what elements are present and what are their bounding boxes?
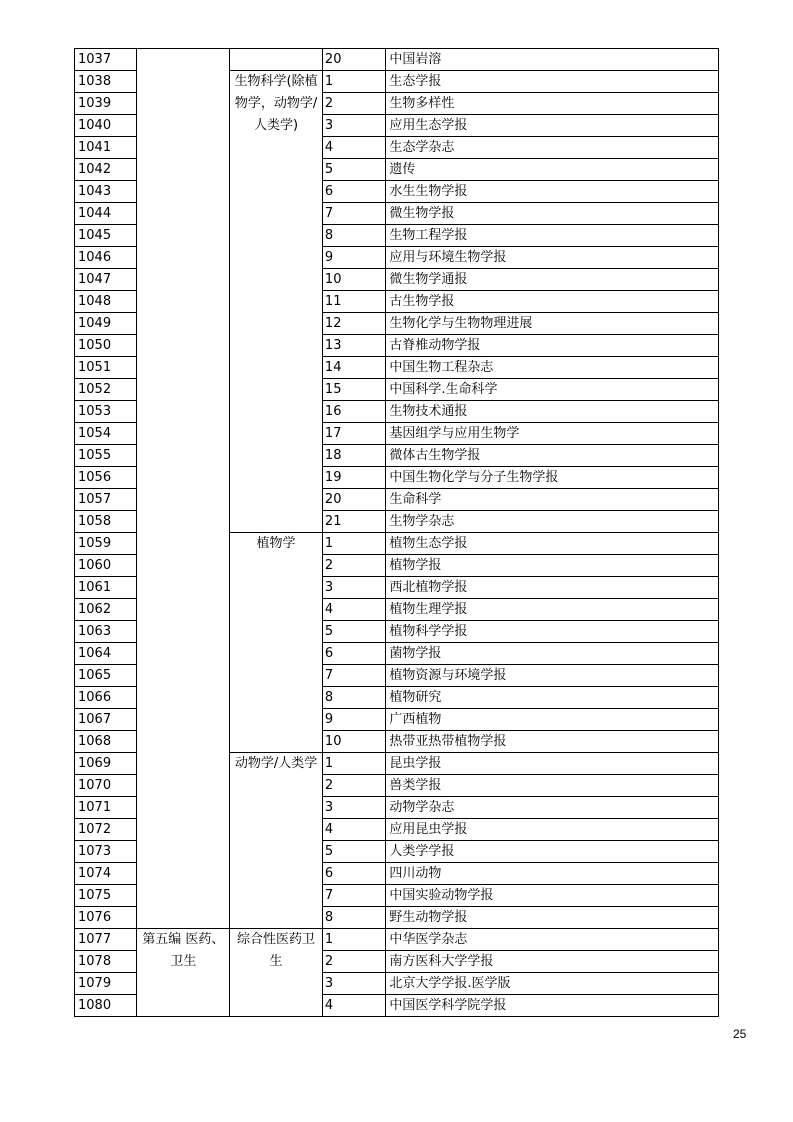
rank-cell: 17	[322, 423, 385, 445]
journal-name-cell: 遗传	[386, 159, 719, 181]
journal-name-cell: 植物资源与环境学报	[386, 665, 719, 687]
journal-id-cell: 1078	[75, 951, 137, 973]
rank-cell: 9	[322, 709, 385, 731]
journal-name-cell: 中国生物工程杂志	[386, 357, 719, 379]
rank-cell: 10	[322, 731, 385, 753]
journal-id-cell: 1041	[75, 137, 137, 159]
rank-cell: 14	[322, 357, 385, 379]
journal-name-cell: 广西植物	[386, 709, 719, 731]
journal-name-cell: 中国生物化学与分子生物学报	[386, 467, 719, 489]
journal-id-cell: 1055	[75, 445, 137, 467]
journal-id-cell: 1071	[75, 797, 137, 819]
journal-id-cell: 1079	[75, 973, 137, 995]
journal-name-cell: 生物学杂志	[386, 511, 719, 533]
table-row	[75, 929, 719, 951]
table-row	[75, 49, 719, 71]
journal-name-cell: 应用与环境生物学报	[386, 247, 719, 269]
journal-name-cell: 中国岩溶	[386, 49, 719, 71]
journal-id-cell: 1063	[75, 621, 137, 643]
journal-name-cell: 植物生态学报	[386, 533, 719, 555]
journal-name-cell: 四川动物	[386, 863, 719, 885]
journal-table	[74, 48, 719, 1017]
journal-id-cell: 1057	[75, 489, 137, 511]
journal-table-body	[75, 49, 719, 1017]
rank-cell: 6	[322, 181, 385, 203]
rank-cell: 2	[322, 951, 385, 973]
journal-name-cell: 南方医科大学学报	[386, 951, 719, 973]
journal-id-cell: 1042	[75, 159, 137, 181]
rank-cell: 19	[322, 467, 385, 489]
journal-id-cell: 1072	[75, 819, 137, 841]
journal-id-cell: 1065	[75, 665, 137, 687]
journal-name-cell: 水生生物学报	[386, 181, 719, 203]
journal-id-cell: 1059	[75, 533, 137, 555]
page-number: 25	[733, 1027, 747, 1041]
rank-cell: 15	[322, 379, 385, 401]
rank-cell: 5	[322, 621, 385, 643]
rank-cell: 5	[322, 841, 385, 863]
journal-id-cell: 1037	[75, 49, 137, 71]
journal-name-cell: 生物技术通报	[386, 401, 719, 423]
journal-id-cell: 1050	[75, 335, 137, 357]
journal-name-cell: 植物学报	[386, 555, 719, 577]
journal-name-cell: 应用生态学报	[386, 115, 719, 137]
journal-name-cell: 西北植物学报	[386, 577, 719, 599]
rank-cell: 4	[322, 995, 385, 1017]
rank-cell: 3	[322, 115, 385, 137]
journal-name-cell: 生物化学与生物物理进展	[386, 313, 719, 335]
journal-id-cell: 1044	[75, 203, 137, 225]
journal-name-cell: 植物生理学报	[386, 599, 719, 621]
journal-id-cell: 1046	[75, 247, 137, 269]
journal-id-cell: 1054	[75, 423, 137, 445]
rank-cell: 1	[322, 533, 385, 555]
rank-cell: 7	[322, 665, 385, 687]
rank-cell: 8	[322, 225, 385, 247]
journal-name-cell: 野生动物学报	[386, 907, 719, 929]
rank-cell: 18	[322, 445, 385, 467]
journal-id-cell: 1048	[75, 291, 137, 313]
journal-id-cell: 1052	[75, 379, 137, 401]
rank-cell: 21	[322, 511, 385, 533]
journal-name-cell: 中华医学杂志	[386, 929, 719, 951]
section-cell: 第五编 医药、卫生	[137, 929, 230, 1017]
subject-cell: 综合性医药卫生	[230, 929, 323, 1017]
rank-cell: 20	[322, 489, 385, 511]
rank-cell: 1	[322, 753, 385, 775]
journal-id-cell: 1062	[75, 599, 137, 621]
rank-cell: 4	[322, 819, 385, 841]
journal-id-cell: 1047	[75, 269, 137, 291]
journal-id-cell: 1058	[75, 511, 137, 533]
subject-cell	[230, 49, 323, 71]
section-cell	[137, 49, 230, 929]
journal-id-cell: 1056	[75, 467, 137, 489]
journal-id-cell: 1039	[75, 93, 137, 115]
rank-cell: 1	[322, 71, 385, 93]
journal-id-cell: 1061	[75, 577, 137, 599]
journal-name-cell: 热带亚热带植物学报	[386, 731, 719, 753]
journal-name-cell: 动物学杂志	[386, 797, 719, 819]
journal-id-cell: 1040	[75, 115, 137, 137]
journal-id-cell: 1060	[75, 555, 137, 577]
journal-id-cell: 1074	[75, 863, 137, 885]
rank-cell: 16	[322, 401, 385, 423]
journal-id-cell: 1049	[75, 313, 137, 335]
journal-name-cell: 北京大学学报.医学版	[386, 973, 719, 995]
rank-cell: 3	[322, 973, 385, 995]
journal-id-cell: 1068	[75, 731, 137, 753]
rank-cell: 3	[322, 577, 385, 599]
journal-id-cell: 1038	[75, 71, 137, 93]
journal-name-cell: 昆虫学报	[386, 753, 719, 775]
rank-cell: 2	[322, 93, 385, 115]
journal-name-cell: 微体古生物学报	[386, 445, 719, 467]
journal-id-cell: 1073	[75, 841, 137, 863]
rank-cell: 1	[322, 929, 385, 951]
journal-id-cell: 1051	[75, 357, 137, 379]
journal-id-cell: 1053	[75, 401, 137, 423]
journal-name-cell: 古生物学报	[386, 291, 719, 313]
rank-cell: 2	[322, 775, 385, 797]
journal-name-cell: 人类学学报	[386, 841, 719, 863]
subject-cell: 生物科学(除植物学，动物学/人类学)	[230, 71, 323, 533]
journal-name-cell: 生物多样性	[386, 93, 719, 115]
rank-cell: 13	[322, 335, 385, 357]
rank-cell: 6	[322, 643, 385, 665]
journal-name-cell: 生物工程学报	[386, 225, 719, 247]
journal-id-cell: 1077	[75, 929, 137, 951]
subject-cell: 动物学/人类学	[230, 753, 323, 929]
journal-name-cell: 菌物学报	[386, 643, 719, 665]
rank-cell: 5	[322, 159, 385, 181]
journal-name-cell: 基因组学与应用生物学	[386, 423, 719, 445]
journal-id-cell: 1069	[75, 753, 137, 775]
journal-name-cell: 中国医学科学院学报	[386, 995, 719, 1017]
journal-name-cell: 中国实验动物学报	[386, 885, 719, 907]
rank-cell: 20	[322, 49, 385, 71]
journal-name-cell: 生态学杂志	[386, 137, 719, 159]
journal-name-cell: 生态学报	[386, 71, 719, 93]
rank-cell: 2	[322, 555, 385, 577]
journal-name-cell: 古脊椎动物学报	[386, 335, 719, 357]
journal-id-cell: 1064	[75, 643, 137, 665]
rank-cell: 7	[322, 203, 385, 225]
journal-name-cell: 微生物学通报	[386, 269, 719, 291]
rank-cell: 3	[322, 797, 385, 819]
journal-id-cell: 1076	[75, 907, 137, 929]
journal-name-cell: 生命科学	[386, 489, 719, 511]
journal-id-cell: 1066	[75, 687, 137, 709]
rank-cell: 7	[322, 885, 385, 907]
rank-cell: 6	[322, 863, 385, 885]
rank-cell: 4	[322, 599, 385, 621]
rank-cell: 4	[322, 137, 385, 159]
journal-id-cell: 1067	[75, 709, 137, 731]
rank-cell: 9	[322, 247, 385, 269]
rank-cell: 11	[322, 291, 385, 313]
journal-id-cell: 1070	[75, 775, 137, 797]
journal-name-cell: 应用昆虫学报	[386, 819, 719, 841]
rank-cell: 12	[322, 313, 385, 335]
journal-id-cell: 1080	[75, 995, 137, 1017]
journal-name-cell: 植物研究	[386, 687, 719, 709]
rank-cell: 8	[322, 907, 385, 929]
journal-name-cell: 植物科学学报	[386, 621, 719, 643]
journal-id-cell: 1043	[75, 181, 137, 203]
journal-name-cell: 兽类学报	[386, 775, 719, 797]
journal-name-cell: 微生物学报	[386, 203, 719, 225]
subject-cell: 植物学	[230, 533, 323, 753]
journal-id-cell: 1045	[75, 225, 137, 247]
rank-cell: 10	[322, 269, 385, 291]
rank-cell: 8	[322, 687, 385, 709]
journal-id-cell: 1075	[75, 885, 137, 907]
journal-name-cell: 中国科学.生命科学	[386, 379, 719, 401]
